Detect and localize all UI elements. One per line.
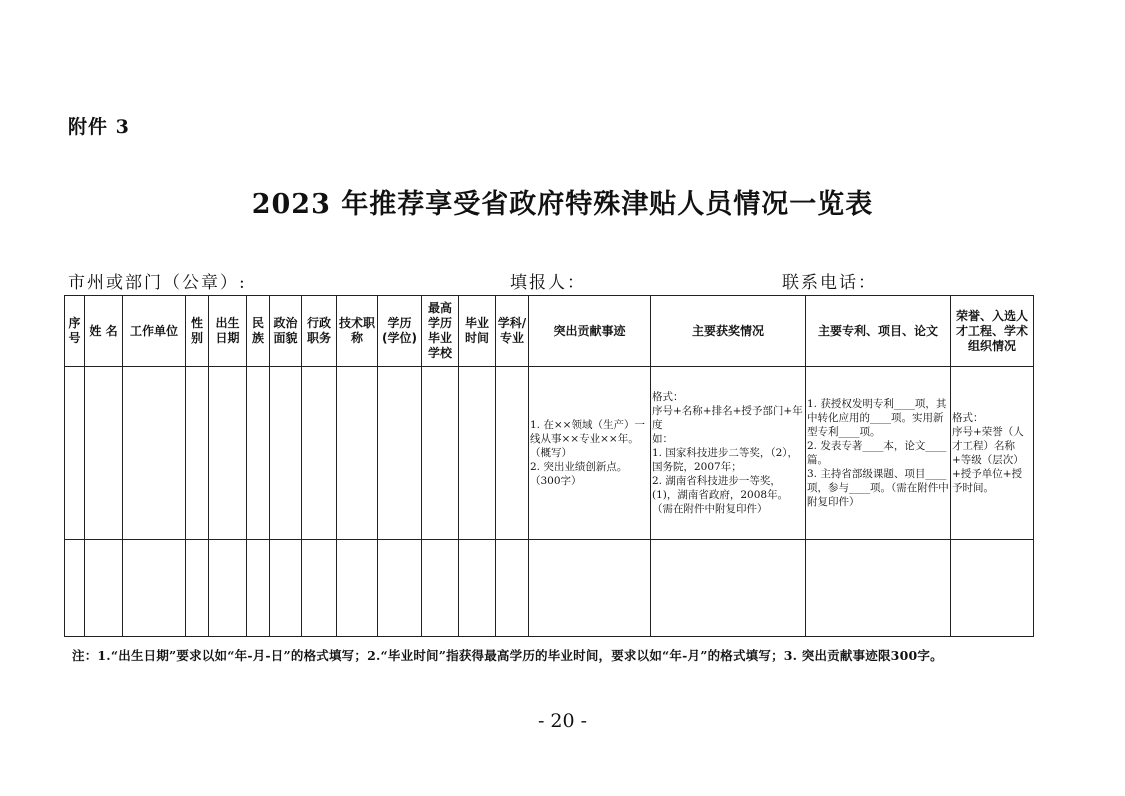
col-header-workplace: 工作单位 (123, 296, 186, 367)
table-cell[interactable] (85, 540, 123, 637)
table-cell[interactable] (247, 367, 270, 540)
col-header-name: 姓 名 (85, 296, 123, 367)
page-title: 2023 年推荐享受省政府特殊津贴人员情况一览表 (251, 189, 874, 220)
header-row (65, 296, 1034, 367)
unit-field-label: 市州或部门（公章）: (68, 273, 247, 293)
table-cell[interactable] (337, 540, 378, 637)
table-row (65, 540, 1034, 637)
personnel-table (64, 295, 1034, 637)
table-cell[interactable] (209, 540, 247, 637)
table-cell[interactable] (270, 540, 302, 637)
table-cell[interactable] (270, 367, 302, 540)
col-header-index: 序号 (65, 296, 85, 367)
table-cell[interactable] (209, 367, 247, 540)
col-header-patents: 主要专利、项目、论文 (806, 296, 951, 367)
table-cell[interactable] (422, 367, 459, 540)
table-cell[interactable] (186, 540, 209, 637)
col-header-admin-position: 行政职务 (302, 296, 337, 367)
patents-example[interactable]: 1. 获授权发明专利____项，其中转化应用的____项。实用新型专利____项。 2. 发表专著____本，论文____篇。 3. 主持省部级课题、项目____项，参与____项。（需在附件中附复印件） (806, 367, 951, 540)
table-cell[interactable] (806, 540, 951, 637)
table-cell[interactable] (459, 540, 496, 637)
table-cell[interactable] (247, 540, 270, 637)
col-header-honors: 荣誉、入选人才工程、学术组织情况 (951, 296, 1034, 367)
filler-field-label: 填报人： (510, 273, 586, 293)
table-cell[interactable] (302, 367, 337, 540)
col-header-political-status: 政治面貌 (270, 296, 302, 367)
attachment-label: 附件 3 (68, 116, 130, 138)
table-footnote: 注：1.“出生日期”要求以如“年-月-日”的格式填写；2.“毕业时间”指获得最高学历的毕业时间，要求以如“年-月”的格式填写；3. 突出贡献事迹限300字。 (72, 648, 943, 663)
col-header-awards: 主要获奖情况 (651, 296, 806, 367)
table-cell[interactable] (496, 540, 529, 637)
honors-example[interactable]: 格式： 序号+荣誉（人才工程）名称+等级（层次）+授予单位+授予时间。 (951, 367, 1034, 540)
table-cell[interactable] (951, 540, 1034, 637)
table-cell[interactable] (65, 367, 85, 540)
table-cell[interactable] (337, 367, 378, 540)
table-cell[interactable] (459, 367, 496, 540)
table-cell[interactable] (529, 540, 651, 637)
table-cell[interactable] (186, 367, 209, 540)
table-cell[interactable] (378, 367, 422, 540)
table-cell[interactable] (651, 540, 806, 637)
table-cell[interactable] (85, 367, 123, 540)
table-cell[interactable] (422, 540, 459, 637)
col-header-gender: 性别 (186, 296, 209, 367)
table-cell[interactable] (65, 540, 85, 637)
col-header-school: 最高学历毕业学校 (422, 296, 459, 367)
contribution-example[interactable]: 1. 在××领域（生产）一线从事××专业××年。（概写） 2. 突出业绩创新点。（300字） (529, 367, 651, 540)
table-cell[interactable] (123, 367, 186, 540)
col-header-graduation-time: 毕业时间 (459, 296, 496, 367)
table-cell[interactable] (378, 540, 422, 637)
awards-example[interactable]: 格式： 序号+名称+排名+授予部门+年度 如： 1. 国家科技进步二等奖，（2），国务院，2007年； 2. 湖南省科技进步一等奖，(1)，湖南省政府，2008年。 （需在附件中附复印件） (651, 367, 806, 540)
table-cell[interactable] (496, 367, 529, 540)
col-header-contribution: 突出贡献事迹 (529, 296, 651, 367)
table-cell[interactable] (302, 540, 337, 637)
col-header-tech-title: 技术职称 (337, 296, 378, 367)
phone-field-label: 联系电话： (782, 273, 877, 293)
col-header-birthdate: 出生日期 (209, 296, 247, 367)
col-header-major: 学科/专业 (496, 296, 529, 367)
page-number: - 20 - (537, 710, 588, 732)
table-cell[interactable] (123, 540, 186, 637)
col-header-ethnicity: 民族 (247, 296, 270, 367)
table-row (65, 367, 1034, 540)
col-header-education: 学历(学位) (378, 296, 422, 367)
